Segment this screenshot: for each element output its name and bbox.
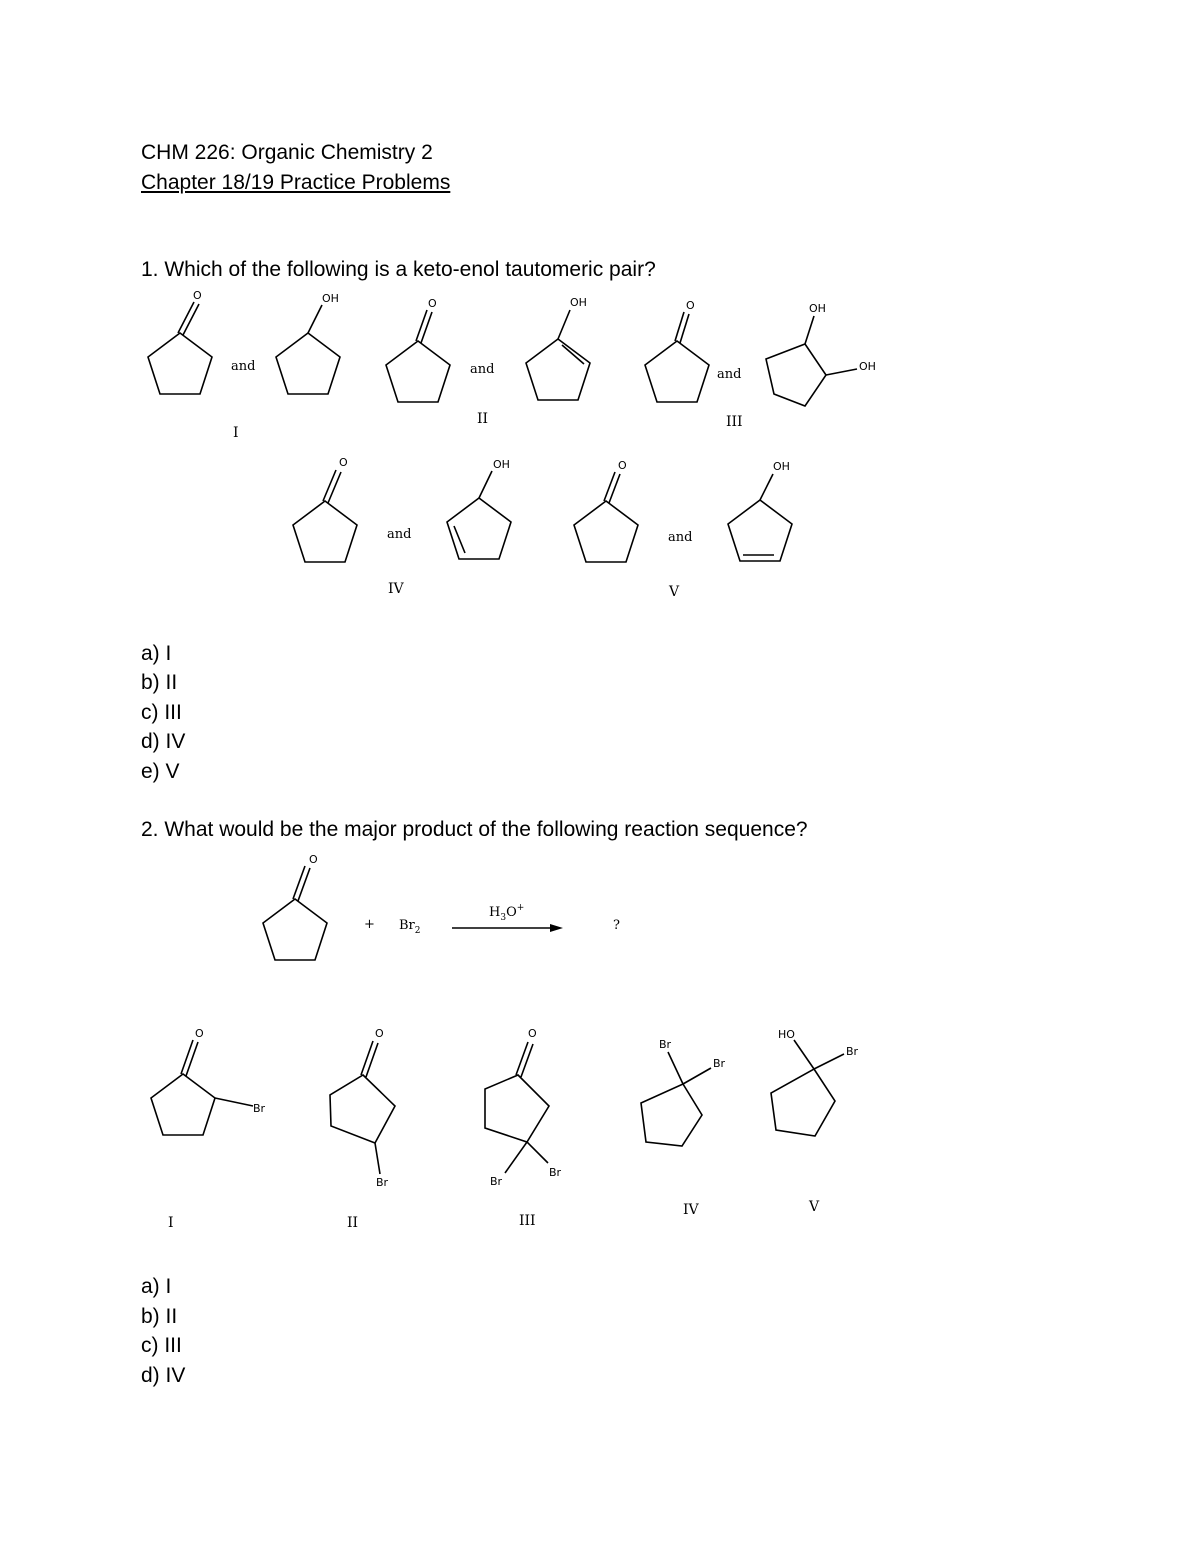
oxygen-label: O bbox=[528, 1027, 537, 1040]
bromine-label: Br bbox=[713, 1057, 726, 1070]
q2-question: 2. What would be the major product of the following reaction sequence? bbox=[141, 818, 808, 841]
cyclopentanone-structure bbox=[645, 299, 709, 402]
course-title: CHM 226: Organic Chemistry 2 bbox=[141, 141, 433, 164]
and-label: and bbox=[387, 527, 412, 542]
oxygen-label: O bbox=[195, 1027, 204, 1040]
cyclopentanone-structure bbox=[263, 853, 327, 960]
hydroxyl-label: OH bbox=[809, 302, 826, 315]
cyclopentanone-structure bbox=[293, 456, 357, 562]
acid-condition: $H_3O^+$ bbox=[489, 903, 525, 923]
q1-pair-4 bbox=[293, 456, 511, 597]
product-label-ii: II bbox=[347, 1215, 359, 1231]
plus-sign: + bbox=[364, 917, 375, 932]
chapter-title: Chapter 18/19 Practice Problems bbox=[141, 171, 451, 194]
q1-option-d: d) IV bbox=[141, 730, 186, 753]
and-label: and bbox=[231, 359, 256, 374]
cyclopentanone-structure bbox=[386, 297, 450, 402]
oxygen-label: O bbox=[339, 456, 348, 469]
and-label: and bbox=[717, 367, 742, 382]
oxygen-label: O bbox=[686, 299, 695, 312]
q1-option-c: c) III bbox=[141, 701, 182, 724]
cyclopentanol-structure bbox=[276, 292, 340, 394]
bromine-label: Br bbox=[376, 1176, 389, 1189]
oxygen-label: O bbox=[193, 289, 202, 302]
q2-reaction bbox=[263, 853, 620, 960]
q2-product-4 bbox=[641, 1038, 726, 1218]
q1-pair-1 bbox=[148, 289, 340, 441]
q1-question: 1. Which of the following is a keto-enol tautomeric pair? bbox=[141, 258, 656, 281]
q2-option-a: a) I bbox=[141, 1275, 172, 1298]
bromine-label: Br bbox=[659, 1038, 672, 1051]
oxygen-label: O bbox=[309, 853, 318, 866]
oxygen-label: O bbox=[618, 459, 627, 472]
q1-option-e: e) V bbox=[141, 760, 180, 783]
oxygen-label: O bbox=[375, 1027, 384, 1040]
cyclopentanone-structure bbox=[574, 459, 638, 562]
q1-option-b: b) II bbox=[141, 671, 178, 694]
unknown-product: ? bbox=[613, 918, 620, 933]
q2-option-d: d) IV bbox=[141, 1364, 186, 1387]
hydroxyl-label: OH bbox=[773, 460, 790, 473]
q2-option-b: b) II bbox=[141, 1305, 178, 1328]
enol-structure bbox=[526, 296, 590, 400]
oxygen-label: O bbox=[428, 297, 437, 310]
enol-structure bbox=[728, 460, 792, 561]
product-label-iii: III bbox=[519, 1213, 536, 1229]
bromine-reagent: $Br_2$ bbox=[399, 918, 421, 936]
hydroxyl-label: OH bbox=[570, 296, 587, 309]
q1-pair-3 bbox=[645, 299, 876, 430]
q2-product-1 bbox=[151, 1027, 266, 1231]
product-label-iv: IV bbox=[683, 1202, 699, 1218]
bromine-label: Br bbox=[549, 1166, 562, 1179]
q1-pair-2 bbox=[386, 296, 590, 427]
q2-option-c: c) III bbox=[141, 1334, 182, 1357]
pair-label-iv: IV bbox=[388, 581, 404, 597]
geminal-diol-structure bbox=[766, 302, 876, 406]
cyclopentanone-structure bbox=[148, 289, 212, 394]
pair-label-ii: II bbox=[477, 411, 489, 427]
product-label-i: I bbox=[168, 1215, 174, 1231]
reaction-arrow bbox=[452, 924, 563, 932]
hydroxyl-label: HO bbox=[778, 1028, 795, 1041]
hydroxyl-label: OH bbox=[493, 458, 510, 471]
enol-structure bbox=[447, 458, 511, 559]
pair-label-v: V bbox=[669, 584, 680, 600]
q2-product-5 bbox=[771, 1028, 859, 1215]
product-label-v: V bbox=[809, 1199, 820, 1215]
and-label: and bbox=[668, 530, 693, 545]
bromine-label: Br bbox=[253, 1102, 266, 1115]
hydroxyl-label: OH bbox=[322, 292, 339, 305]
q1-option-a: a) I bbox=[141, 642, 172, 665]
pair-label-i: I bbox=[233, 425, 239, 441]
q1-pair-5 bbox=[574, 459, 792, 600]
and-label: and bbox=[470, 362, 495, 377]
q2-product-3 bbox=[485, 1027, 562, 1229]
pair-label-iii: III bbox=[726, 414, 743, 430]
q2-product-2 bbox=[330, 1027, 395, 1231]
bromine-label: Br bbox=[490, 1175, 503, 1188]
hydroxyl-label: OH bbox=[859, 360, 876, 373]
bromine-label: Br bbox=[846, 1045, 859, 1058]
